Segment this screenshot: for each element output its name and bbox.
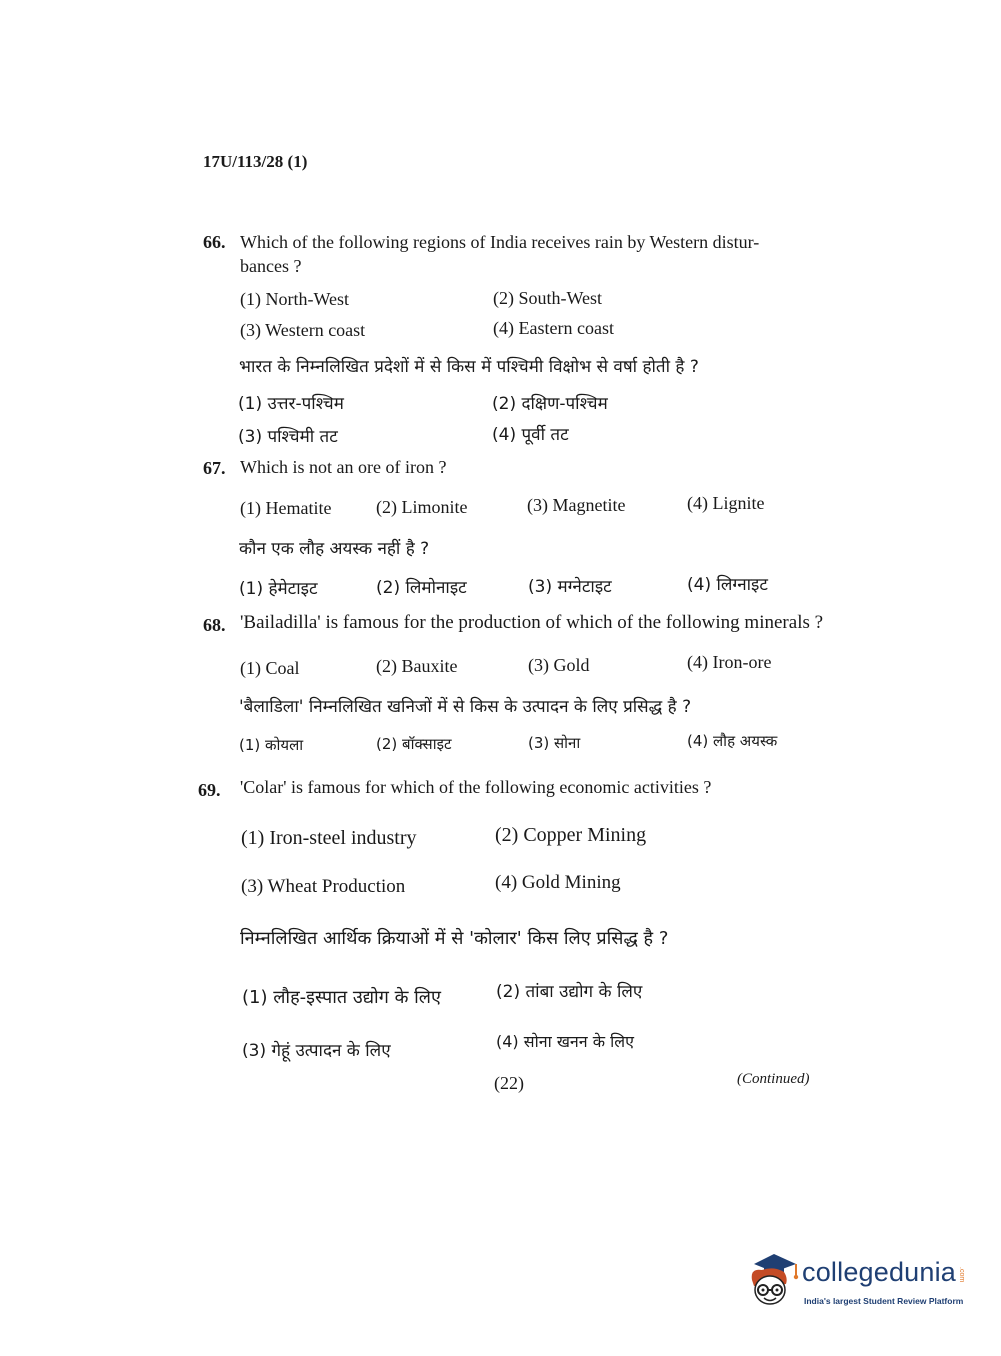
option-hi: (2) तांबा उद्योग के लिए: [496, 982, 643, 1002]
option-hi: (3) गेहूं उत्पादन के लिए: [242, 1041, 391, 1061]
option-en: (3) Magnetite: [527, 495, 626, 515]
option-hi: (4) पूर्वी तट: [492, 425, 569, 445]
option-en: (1) North-West: [240, 289, 350, 309]
option-en: (2) Copper Mining: [495, 824, 647, 846]
option-hi: (1) हेमेटाइट: [239, 579, 318, 599]
logo-suffix: .com: [958, 1267, 965, 1283]
continued-note: (Continued): [737, 1071, 810, 1087]
option-en: (1) Iron-steel industry: [241, 827, 417, 849]
question-text-hi: 'बैलाडिला' निम्नलिखित खनिजों में से किस के उत्पादन के लिए प्रसिद्ध है ?: [239, 697, 692, 717]
option-en: (3) Gold: [528, 655, 590, 675]
question-text-hi: निम्नलिखित आर्थिक क्रियाओं में से 'कोलार' किस लिए प्रसिद्ध है ?: [240, 928, 669, 949]
option-hi: (2) दक्षिण-पश्चिम: [492, 394, 608, 414]
option-hi: (4) लिग्नाइट: [687, 575, 768, 595]
option-en: (2) Limonite: [376, 497, 468, 517]
logo-tagline: India's largest Student Review Platform: [804, 1296, 964, 1306]
option-hi: (3) मग्नेटाइट: [528, 577, 612, 597]
option-hi: (2) बॉक्साइट: [376, 735, 452, 753]
mascot-icon: [744, 1250, 800, 1314]
question-number: 69.: [198, 780, 221, 800]
option-en: (2) Bauxite: [376, 656, 458, 676]
option-en: (4) Iron-ore: [687, 652, 772, 672]
question-text-hi: भारत के निम्नलिखित प्रदेशों में से किस में पश्चिमी विक्षोभ से वर्षा होती है ?: [239, 357, 699, 377]
option-en: (4) Eastern coast: [493, 318, 614, 338]
question-text-en-cont: bances ?: [240, 256, 302, 276]
option-hi: (1) कोयला: [239, 736, 304, 754]
option-hi: (4) सोना खनन के लिए: [496, 1032, 634, 1051]
collegedunia-logo[interactable]: [744, 1250, 974, 1320]
option-hi: (1) लौह-इस्पात उद्योग के लिए: [242, 987, 441, 1008]
question-text-en: Which of the following regions of India receives rain by Western distur-: [240, 232, 760, 252]
question-text-en: 'Colar' is famous for which of the following economic activities ?: [240, 777, 712, 797]
paper-code: 17U/113/28 (1): [203, 152, 308, 171]
page-number: (22): [494, 1073, 524, 1093]
option-hi: (3) सोना: [528, 734, 581, 752]
question-number: 68.: [203, 615, 226, 635]
question-text-en: 'Bailadilla' is famous for the production of which of the following minerals ?: [240, 612, 824, 633]
option-en: (1) Coal: [240, 658, 300, 678]
option-hi: (4) लौह अयस्क: [687, 732, 778, 750]
option-en: (4) Gold Mining: [495, 872, 621, 893]
question-text-en: Which is not an ore of iron ?: [240, 457, 447, 477]
option-hi: (1) उत्तर-पश्चिम: [238, 394, 344, 414]
question-number: 67.: [203, 458, 226, 478]
option-hi: (3) पश्चिमी तट: [238, 427, 338, 447]
option-en: (3) Wheat Production: [241, 876, 406, 897]
logo-wordmark: collegedunia: [802, 1257, 957, 1287]
option-en: (4) Lignite: [687, 493, 765, 513]
option-hi: (2) लिमोनाइट: [376, 578, 467, 598]
option-en: (3) Western coast: [240, 320, 366, 340]
option-en: (2) South-West: [493, 288, 603, 308]
question-text-hi: कौन एक लौह अयस्क नहीं है ?: [239, 539, 430, 559]
option-en: (1) Hematite: [240, 498, 332, 518]
question-number: 66.: [203, 232, 226, 252]
